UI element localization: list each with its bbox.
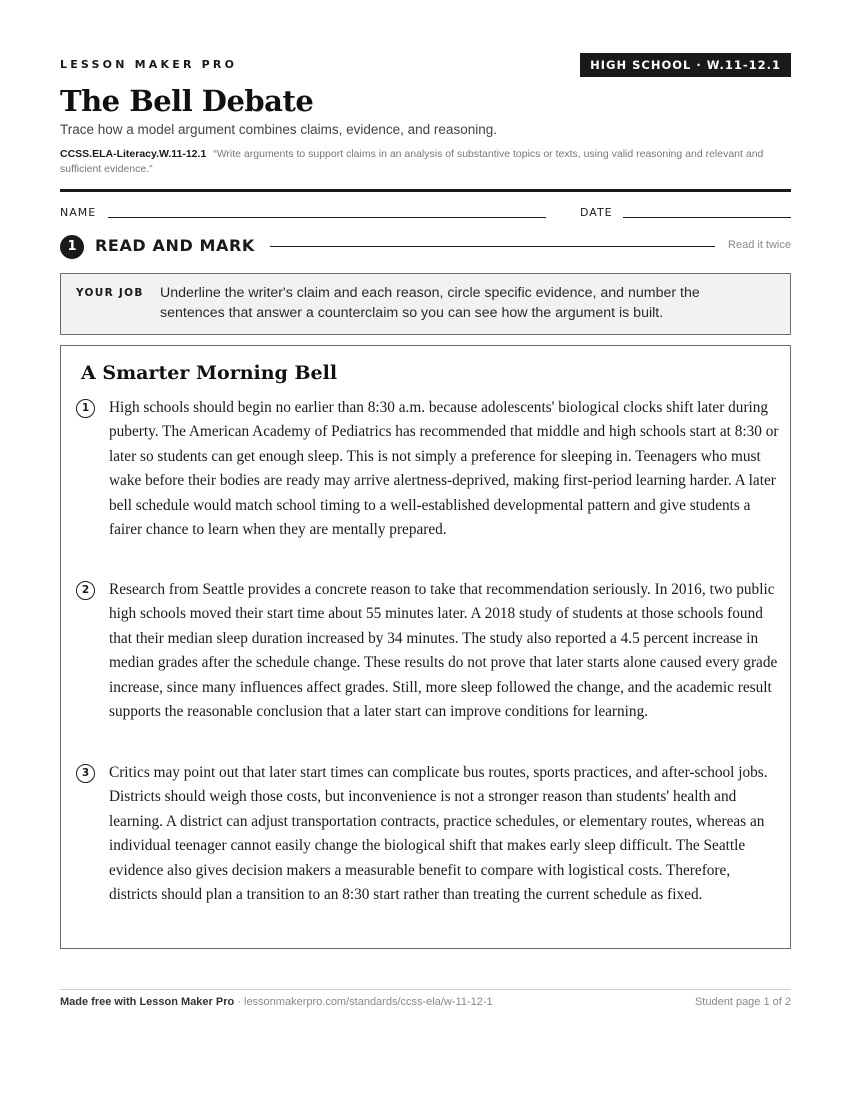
date-write-line[interactable] (623, 217, 791, 218)
passage-title: A Smarter Morning Bell (81, 362, 338, 384)
footer-page-number: Student page 1 of 2 (694, 996, 791, 1008)
footer-divider (60, 989, 791, 990)
standard-text: “Write arguments to support claims in an analysis of substantive topics or texts, using valid reasoning and relevant and sufficient evidence.” (60, 148, 764, 175)
section-divider (270, 246, 715, 247)
footer-separator: · (234, 996, 244, 1008)
name-label: NAME (60, 206, 97, 219)
page-title: The Bell Debate (60, 84, 314, 118)
page-subtitle: Trace how a model argument combines claims, evidence, and reasoning. (60, 122, 497, 137)
standard-statement (60, 147, 791, 177)
header-divider (60, 189, 791, 192)
section-title: READ AND MARK (95, 236, 255, 255)
paragraph-number-3: 3 (76, 764, 95, 783)
footer-credit (60, 996, 493, 1008)
paragraph-1: High schools should begin no earlier than 8:30 a.m. because adolescents' biological clocks shift later during puberty. The American Academy of Pediatrics has recommended that middle and high schools start at 8:30 or later so students can get enough sleep. This is not simply a preference for sleeping in. Teenagers who must wake before their bodies are ready may arrive alertness-deprived, making first-period learning harder. A later bell schedule would match school timing to a well-established developmental pattern and give students a fairer chance to learn when they are mentally prepared. (109, 399, 779, 539)
instructions-label: YOUR JOB (76, 287, 144, 299)
name-write-line[interactable] (108, 217, 546, 218)
paragraph-3: Critics may point out that later start times can complicate bus routes, sports practices, and after-school jobs. Districts should weigh those costs, but inconvenience is not a stronger reason than students' health and learning. A district can adjust transportation contracts, practice schedules, or elementary routes, whereas an individual teenager cannot easily change the biological shift that makes early sleep difficult. The Seattle evidence also gives decision makers a measurable benefit to compare with logistical costs. Therefore, districts should plan a transition to an 8:30 start rather than treating the current schedule as fixed. (109, 764, 768, 904)
paragraph-number-1: 1 (76, 399, 95, 418)
date-label: DATE (580, 206, 613, 219)
grade-standard-badge: HIGH SCHOOL · W.11-12.1 (580, 53, 791, 77)
section-number-badge: 1 (60, 235, 84, 259)
standard-code: CCSS.ELA-Literacy.W.11-12.1 (60, 148, 207, 160)
brand-name: LESSON MAKER PRO (60, 58, 238, 71)
paragraph-number-2: 2 (76, 581, 95, 600)
footer-made-with: Made free with Lesson Maker Pro (60, 996, 235, 1008)
instructions-box (60, 273, 791, 335)
section-note: Read it twice (728, 239, 791, 251)
worksheet-page (60, 0, 791, 1100)
footer-url[interactable]: lessonmakerpro.com/standards/ccss-ela/w-11-12-1 (244, 996, 493, 1008)
reading-passage (60, 345, 791, 949)
instructions-text: Underline the writer's claim and each reason, circle specific evidence, and number the sentences that answer a counterclaim so you can see how the argument is built. (160, 285, 700, 321)
paragraph-2: Research from Seattle provides a concrete reason to take that recommendation seriously. In 2016, two public high schools moved their start time about 55 minutes later. A 2018 study of students at those schools found that their median sleep duration increased by 34 minutes. The study also reported a 4.5 percent increase in median grades after the schedule change. These results do not prove that later starts alone caused every grade increase, since many influences affect grades. Still, more sleep followed the change, and the academic result supports the reasonable conclusion that a later start can improve conditions for learning. (109, 581, 778, 721)
